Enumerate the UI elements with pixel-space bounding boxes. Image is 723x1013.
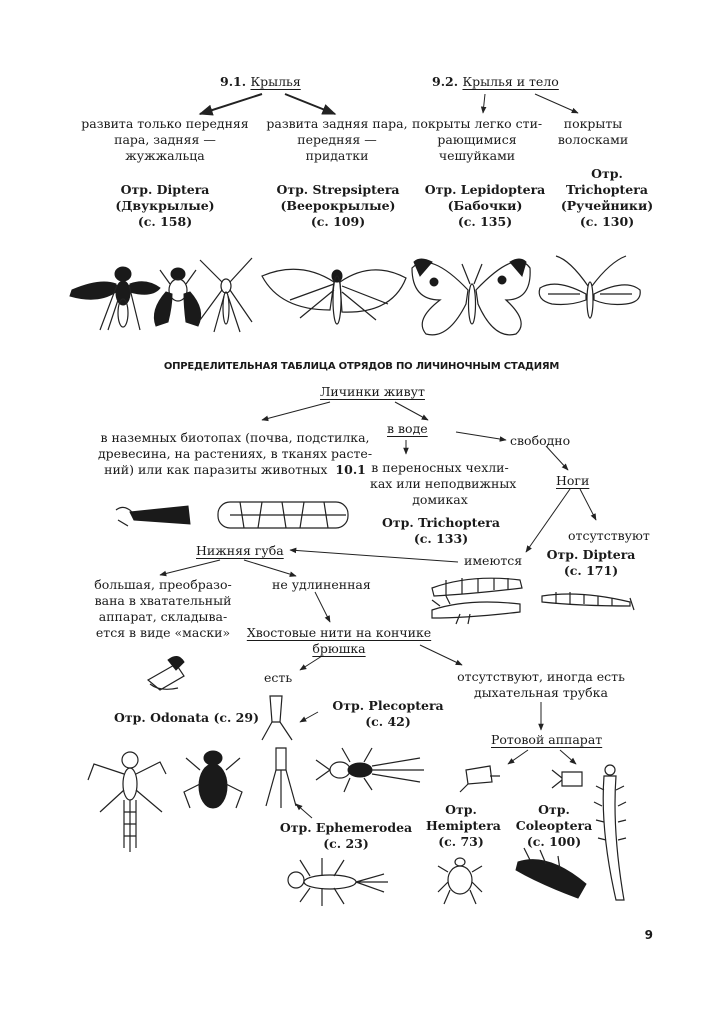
order-text-line: (с. 171) [563,563,619,578]
option-hind-wings [262,116,412,164]
order-text-line: (с. 133) [413,531,469,546]
order-trichoptera-larva [380,515,502,547]
order-lepidoptera [415,182,555,230]
diptera-fly-2-icon [154,268,200,326]
order-text-line: Coleoptera [515,818,593,833]
option-hairs [548,116,638,148]
hemiptera-larva-icon [438,858,482,904]
trichoptera-larva-case-icon [116,506,190,526]
option-text-line: жужжальца [125,148,205,163]
odonata-larva-2-icon [184,751,242,808]
order-diptera-larva [536,547,646,579]
order-text-line: (с. 100) [526,834,582,849]
node-text-line: отсутствуют, иногда есть [457,669,625,684]
node-text-line: вана в хватательный [94,593,232,608]
order-text-line: (с. 130) [579,214,635,229]
odonata-mask-icon [148,656,184,690]
option-text-line: покрыты [563,116,623,131]
node-tail-present: есть [264,670,293,685]
coleoptera-larva-2-icon [594,765,626,900]
order-text-line: (Ручейники) [560,198,654,213]
option-text-line: покрыты легко сти- [412,116,543,131]
order-text-line: Отр. Plecoptera [332,698,444,713]
node-text-line: Хвостовые нити на кончике [246,625,432,640]
order-text-line: Отр. Lepidoptera [424,182,546,197]
node-text-line [96,462,374,478]
order-strepsiptera [258,182,418,230]
node-legs: Ноги [556,473,590,488]
node-text-line: ется в виде «маски» [95,625,231,640]
node-free-living: свободно [510,433,571,448]
node-legs-absent: отсутствуют [568,528,650,543]
diptera-fly-1-icon [70,267,160,330]
plecoptera-larva-icon [316,748,424,792]
order-text-line: Отр. Trichoptera [382,515,500,530]
order-text-line: Отр. Diptera [546,547,636,562]
order-text-line: Отр. Diptera [120,182,210,197]
order-text-line: Отр. [538,802,570,817]
option-text-line: передняя — [297,132,377,147]
order-odonata: Отр. Odonata (с. 29) [114,710,259,725]
order-trichoptera-adult [552,166,662,230]
node-tail-absent [456,669,626,701]
node-text-line: ках или неподвижных [370,476,517,491]
table-title: ОПРЕДЕЛИТЕЛЬНАЯ ТАБЛИЦА ОТРЯДОВ ПО ЛИЧИНОЧНЫМ СТАДИЯМ [163,361,560,372]
order-text-line: Hemiptera [426,818,501,833]
key-92-number: 9.2. [432,74,459,89]
node-larvae-live: Личинки живут [320,384,425,399]
node-text-line: большая, преобразо- [94,577,232,592]
option-text-line: чешуйками [438,148,516,163]
node-in-cases [370,460,517,508]
node-lip-normal: не удлиненная [272,577,371,592]
option-only-front-wings [80,116,250,164]
node-legs-present: имеются [464,553,523,568]
coleoptera-larva-1-icon [516,848,586,898]
node-text-line: брюшка [312,641,366,656]
key-91-title: Крылья [250,74,301,89]
diptera-larva-1-icon [432,578,522,596]
odonata-larva-1-icon [88,752,166,852]
diptera-mosquito-icon [200,258,252,332]
option-text-line: рающимися [437,132,517,147]
order-text-line: Trichoptera [566,182,648,197]
strepsiptera-icon [262,269,406,324]
order-text-line: (с. 158) [137,214,193,229]
node-text-line: домиках [412,492,468,507]
lepidoptera-icon [412,259,530,335]
option-scales [412,116,542,164]
order-coleoptera [514,802,594,850]
key-92-title: Крылья и тело [462,74,559,89]
coleoptera-head-icon [552,770,582,788]
order-text-line: (с. 135) [457,214,513,229]
option-text-line: развита только передняя [81,116,249,131]
order-text-line: (Двукрылые) [115,198,215,213]
node-text-line: в переносных чехли- [371,460,509,475]
key-91-heading [220,74,301,90]
order-text-line: (с. 73) [438,834,484,849]
node-lip-mask [92,577,234,641]
order-text-line: (Веерокрылые) [280,198,396,213]
node-text-line: дыхательная трубка [474,685,608,700]
node-in-water: в воде [387,421,428,436]
order-diptera [95,182,235,230]
order-hemiptera [426,802,501,850]
hemiptera-head-icon [460,766,500,792]
order-ephemerodea [276,820,416,852]
node-mouthparts: Ротовой аппарат [491,732,603,747]
node-text-line: аппарат, складыва- [98,609,228,624]
order-text-line: (Бабочки) [447,198,523,213]
option-text-line: придатки [305,148,369,163]
ephemerodea-tail-icon [266,748,296,808]
diptera-larva-2-icon [432,596,520,624]
diptera-larva-3-icon [542,592,634,610]
ephemerodea-larva-icon [288,858,388,906]
node-tail-filaments [246,625,432,657]
order-text-line: Отр. [445,802,477,817]
key-91-number: 9.1. [220,74,247,89]
trichoptera-adult-icon [539,256,640,318]
node-terrestrial [96,430,374,478]
order-text-line: (с. 42) [365,714,411,729]
key-92-heading [432,74,559,90]
order-text-line: (с. 109) [310,214,366,229]
option-text-line: пара, задняя — [114,132,216,147]
node-lower-lip: Нижняя губа [196,543,284,558]
order-plecoptera [328,698,448,730]
order-text-line: Отр. Strepsiptera [276,182,400,197]
order-text-line: (с. 23) [323,836,369,851]
page-number: 9 [644,928,653,942]
option-text-line: волосками [557,132,629,147]
order-text-line: Отр. Ephemerodea [279,820,413,835]
node-text-line-part: ний) или как паразиты животных [104,462,328,477]
plecoptera-tail-icon [262,696,292,740]
reference-10-1: 10.1 [335,462,366,477]
node-text-line: древесина, на растениях, в тканях расте- [97,446,373,461]
trichoptera-stone-case-icon [218,502,348,528]
node-text-line: в наземных биотопах (почва, подстилка, [100,430,370,445]
option-text-line: развита задняя пара, [266,116,408,131]
order-text-line: Отр. [591,166,623,181]
